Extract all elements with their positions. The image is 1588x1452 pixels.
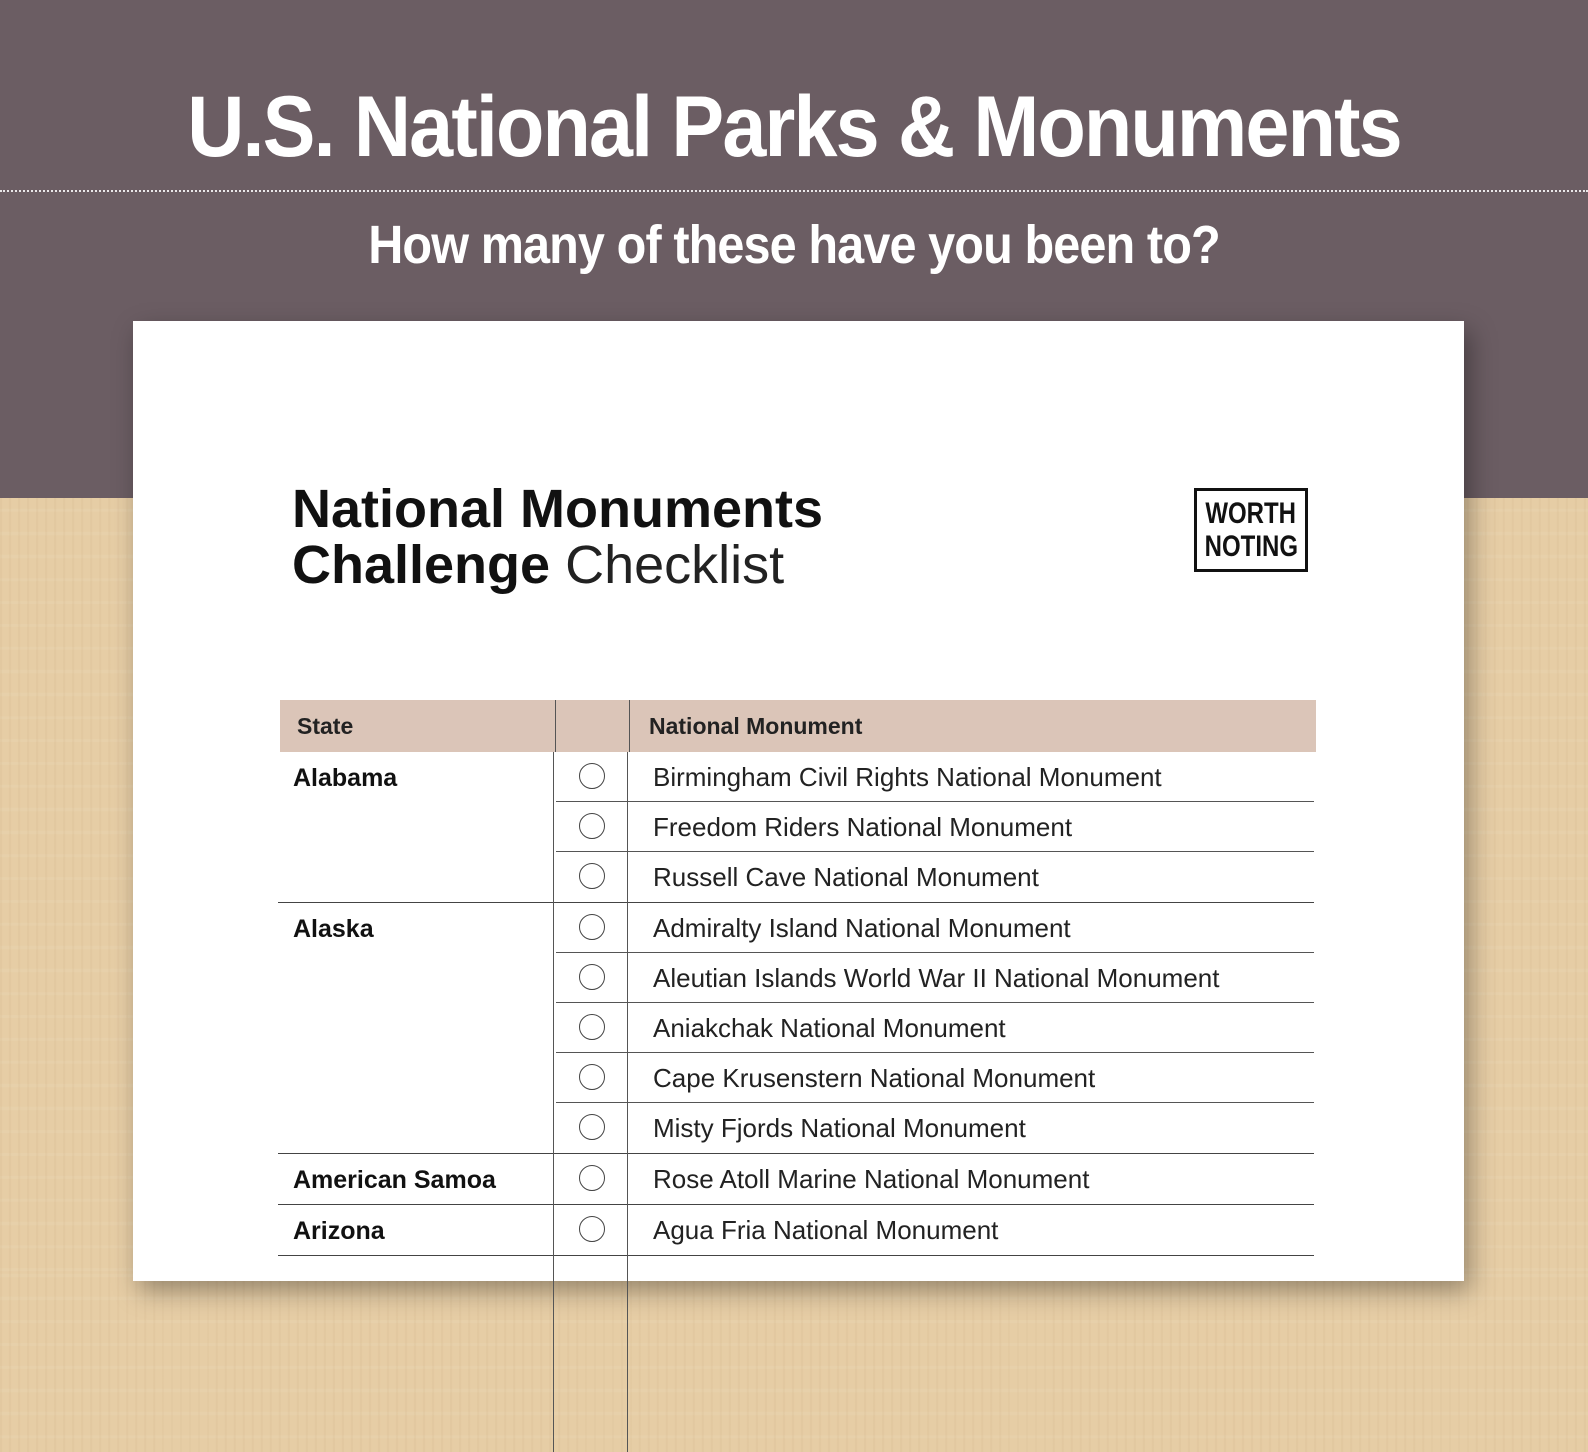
state-group: [278, 1154, 1314, 1205]
monument-row: [556, 1205, 1314, 1255]
monument-row: [556, 752, 1314, 802]
table-body: [278, 752, 1314, 1256]
checkbox-circle[interactable]: [579, 863, 605, 889]
state-name: Alaska: [293, 915, 374, 943]
monument-row: [556, 953, 1314, 1003]
title-line-1: National Monuments: [292, 479, 824, 539]
monuments-table: [278, 700, 1314, 1256]
checkbox-circle[interactable]: [579, 1216, 605, 1242]
checkbox-circle[interactable]: [579, 763, 605, 789]
state-group: [278, 752, 1314, 903]
worth-noting-logo: [1194, 488, 1308, 572]
checkbox-circle[interactable]: [579, 1014, 605, 1040]
state-name: Alabama: [293, 764, 398, 792]
column-divider: [553, 752, 554, 1452]
monument-name: Freedom Riders National Monument: [653, 812, 1073, 842]
state-group: [278, 1205, 1314, 1256]
logo-line-2: NOTING: [1204, 530, 1298, 563]
title-line-2: [292, 537, 823, 593]
monument-name: Rose Atoll Marine National Monument: [653, 1164, 1090, 1194]
monument-name: Russell Cave National Monument: [653, 862, 1039, 892]
title-challenge: Challenge: [292, 535, 551, 595]
document-title: [292, 481, 823, 593]
banner-subtitle: How many of these have you been to?: [368, 215, 1220, 275]
state-group: [278, 903, 1314, 1154]
state-name: American Samoa: [293, 1166, 496, 1194]
header-divider: [555, 700, 556, 752]
header-monument: National Monument: [649, 713, 863, 739]
monument-name: Agua Fria National Monument: [653, 1215, 999, 1245]
dotted-divider: [0, 190, 1588, 192]
monument-row: [556, 852, 1314, 902]
banner-title: U.S. National Parks & Monuments: [187, 79, 1401, 175]
checklist-page: [133, 321, 1464, 1281]
monument-row: [556, 1003, 1314, 1053]
column-divider: [627, 752, 628, 1452]
title-checklist: Checklist: [565, 535, 785, 595]
state-name: Arizona: [293, 1217, 385, 1245]
monument-row: [556, 1053, 1314, 1103]
monument-row: [556, 903, 1314, 953]
monument-name: Birmingham Civil Rights National Monument: [653, 762, 1162, 792]
monument-row: [556, 802, 1314, 852]
monument-name: Aleutian Islands World War II National Monument: [653, 963, 1220, 993]
monument-name: Admiralty Island National Monument: [653, 913, 1071, 943]
checkbox-circle[interactable]: [579, 813, 605, 839]
checkbox-circle[interactable]: [579, 1114, 605, 1140]
table-header: [280, 700, 1316, 752]
checkbox-circle[interactable]: [579, 914, 605, 940]
monument-name: Misty Fjords National Monument: [653, 1113, 1026, 1143]
header-state: State: [297, 713, 354, 739]
checkbox-circle[interactable]: [579, 1165, 605, 1191]
checkbox-circle[interactable]: [579, 964, 605, 990]
checkbox-circle[interactable]: [579, 1064, 605, 1090]
monument-row: [556, 1103, 1314, 1153]
monument-row: [556, 1154, 1314, 1204]
header-divider: [629, 700, 630, 752]
logo-line-1: WORTH: [1205, 497, 1297, 530]
monument-name: Aniakchak National Monument: [653, 1013, 1006, 1043]
monument-name: Cape Krusenstern National Monument: [653, 1063, 1096, 1093]
